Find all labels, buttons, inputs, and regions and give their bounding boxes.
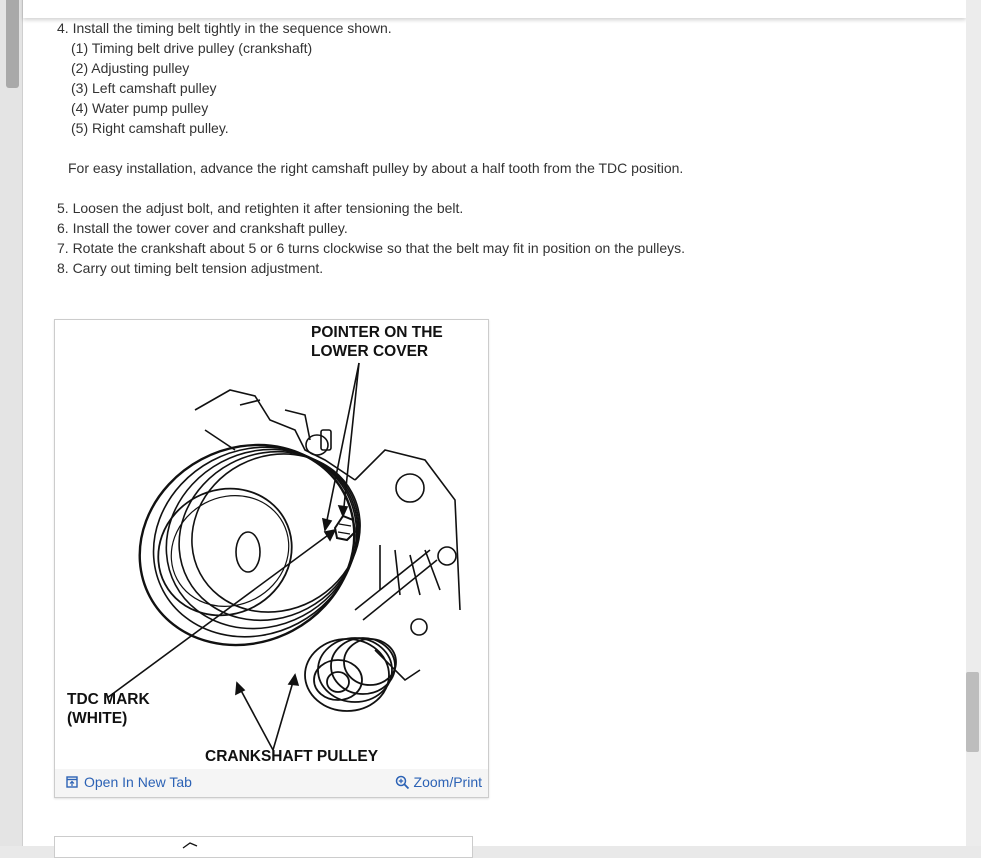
open-new-tab-link[interactable] — [66, 774, 192, 790]
installation-note: For easy installation, advance the right camshaft pulley by about a half tooth from the TDC position. — [68, 160, 684, 176]
content-scrollbar[interactable] — [966, 0, 981, 846]
procedure-text — [57, 18, 685, 278]
sequence-item-1: (1) Timing belt drive pulley (crankshaft) — [71, 40, 313, 56]
document-page — [22, 0, 967, 846]
step-4: 4. Install the timing belt tightly in the sequence shown. — [57, 20, 392, 36]
sequence-item-3: (3) Left camshaft pulley — [71, 80, 217, 96]
label-tdc-line-1: TDC MARK — [67, 691, 150, 708]
step-6: 6. Install the tower cover and crankshaft pulley. — [57, 220, 348, 236]
zoom-in-icon — [395, 775, 410, 790]
label-tdc-line-2: (WHITE) — [67, 710, 128, 727]
label-crankshaft-pulley: CRANKSHAFT PULLEY — [205, 748, 379, 765]
sequence-item-4: (4) Water pump pulley — [71, 100, 209, 116]
sequence-item-2: (2) Adjusting pulley — [71, 60, 190, 76]
outer-scrollbar-thumb[interactable] — [6, 0, 19, 88]
next-figure — [54, 836, 473, 858]
figure-crankshaft-pulley — [54, 319, 489, 798]
next-figure-preview — [55, 838, 472, 850]
figure-footer — [55, 769, 488, 797]
label-pointer-line-1: POINTER ON THE — [311, 324, 443, 341]
content-scrollbar-thumb[interactable] — [966, 672, 979, 752]
open-new-tab-label: Open In New Tab — [84, 774, 192, 790]
engine-spec — [298, 0, 513, 1]
page-title — [57, 0, 513, 2]
open-new-tab-icon — [66, 776, 78, 788]
label-pointer-line-2: LOWER COVER — [311, 343, 429, 360]
vehicle-name — [57, 0, 293, 1]
zoom-print-link[interactable] — [395, 774, 482, 790]
step-8: 8. Carry out timing belt tension adjustment. — [57, 260, 324, 276]
sequence-item-5: (5) Right camshaft pulley. — [71, 120, 229, 136]
step-7: 7. Rotate the crankshaft about 5 or 6 turns clockwise so that the belt may fit in position on the pulleys. — [57, 240, 686, 256]
zoom-print-label: Zoom/Print — [413, 774, 482, 790]
outer-scrollbar[interactable] — [0, 0, 22, 846]
step-5: 5. Loosen the adjust bolt, and retighten it after tensioning the belt. — [57, 200, 464, 216]
document-header — [23, 0, 966, 18]
